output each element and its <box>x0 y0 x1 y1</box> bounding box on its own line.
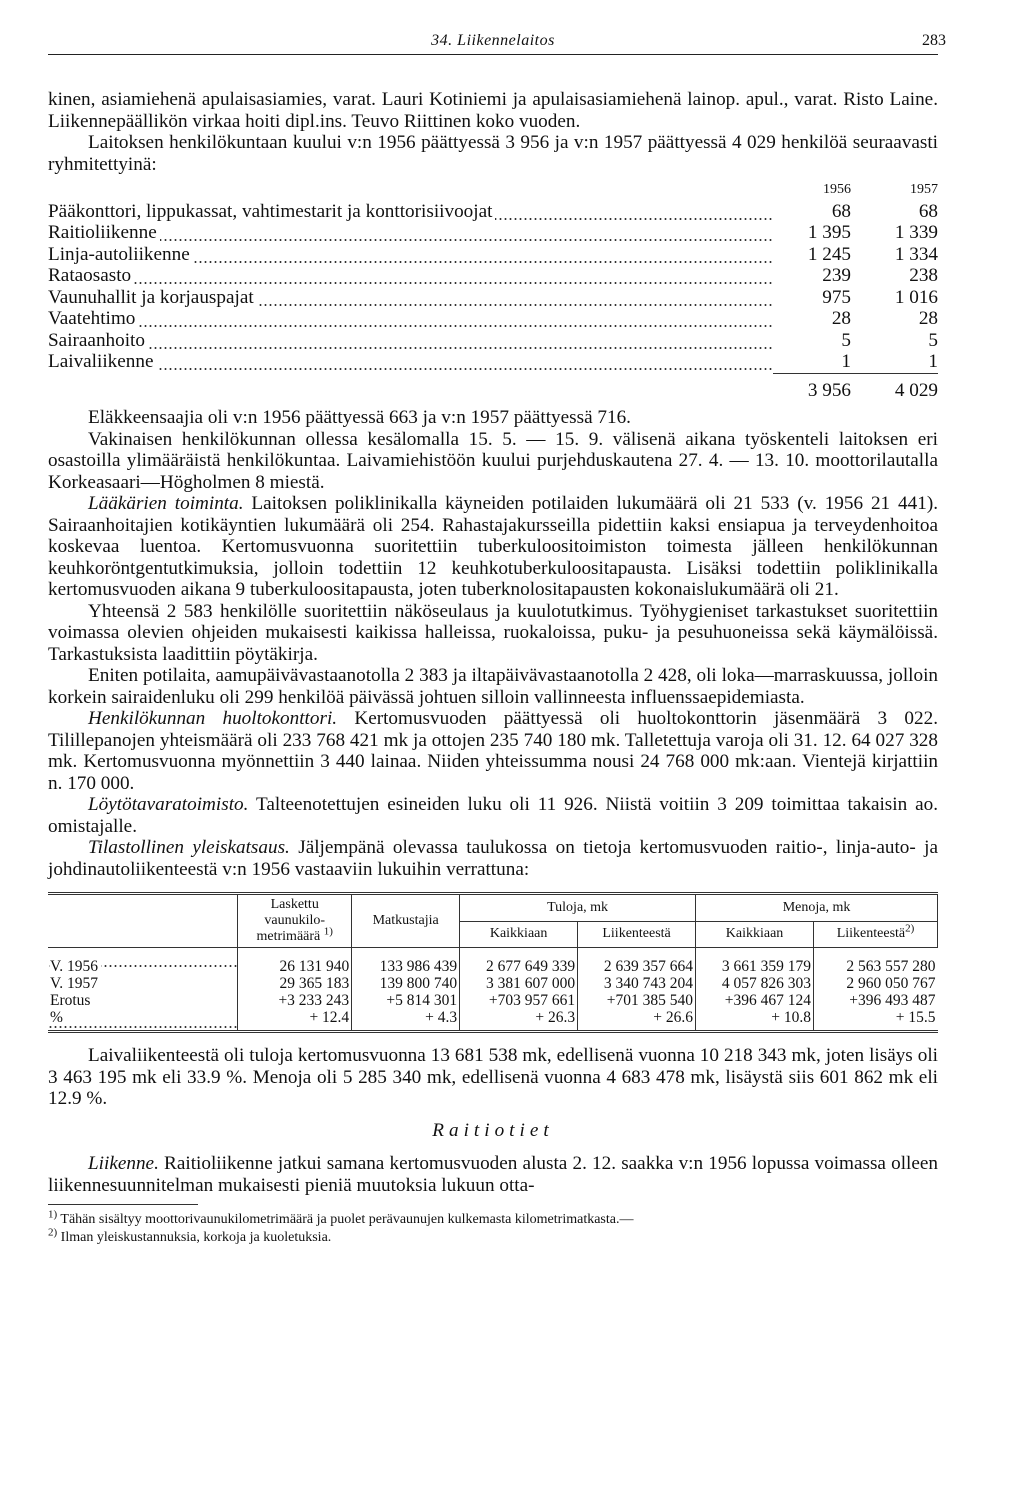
staff-row <box>48 201 938 223</box>
lost-property-heading: Löytötavaratoimisto. <box>88 794 249 815</box>
patients-paragraph: Eniten potilaita, aamupäivävastaanotolla 2 383 ja iltapäivävastaanotolla 2 428, oli loka—marraskuussa, jolloin korkein sairaidenluku oli 299 henkilöä päivässä johtuen silloin vallinneesta influenssaepidemiasta. <box>48 665 938 708</box>
table-row <box>48 992 938 1009</box>
vehicle-km-header-line1: Laskettu <box>270 897 319 912</box>
expenses-total-cell: 3 661 359 179 <box>696 948 814 976</box>
section-heading-tramways: Raitiotiet <box>432 1119 554 1141</box>
staff-value-1957: 68 <box>918 200 938 222</box>
staff-value-1956: 239 <box>822 265 851 286</box>
expenses-traffic-label: Liikenteestä <box>836 926 906 942</box>
expenses-traffic-header <box>814 921 938 947</box>
income-traffic-cell: 3 340 743 204 <box>578 975 696 992</box>
row-label-header <box>48 894 238 948</box>
staff-row <box>48 265 938 287</box>
table-row <box>48 948 938 976</box>
traffic-statistics-table <box>48 892 938 1033</box>
medical-heading: Lääkärien toiminta. <box>88 493 244 514</box>
staff-value-1956: 28 <box>831 308 851 329</box>
traffic-paragraph <box>48 1153 938 1196</box>
intro-paragraph-2: Laitoksen henkilökuntaan kuului v:n 1956 päättyessä 3 956 ja v:n 1957 päättyessä 4 029 henkilöä seuraavasti ryhmitettyinä: <box>48 132 938 175</box>
footnote-ref-1: 1) <box>323 925 333 938</box>
staff-row-label: Rataosasto <box>48 265 134 287</box>
footnote-2-text: Ilman yleiskustannuksia, korkoja ja kuoletuksia. <box>57 1230 332 1245</box>
footnote-2-mark: 2) <box>48 1226 58 1239</box>
staff-row-label: Laivaliikenne <box>48 351 157 373</box>
passengers-cell: + 4.3 <box>352 1009 460 1032</box>
staff-value-1957: 1 339 <box>894 222 938 243</box>
staff-table <box>48 179 938 401</box>
expenses-total-cell: 4 057 826 303 <box>696 975 814 992</box>
footnote-ref-2: 2) <box>905 922 915 935</box>
staff-value-1956: 1 395 <box>807 222 851 243</box>
income-traffic-cell: + 26.6 <box>578 1009 696 1032</box>
income-total-cell: 3 381 607 000 <box>460 975 578 992</box>
vehicle-km-cell: + 12.4 <box>238 1009 352 1032</box>
vehicle-km-cell: 26 131 940 <box>238 948 352 976</box>
passengers-header: Matkustajia <box>352 894 460 948</box>
welfare-paragraph <box>48 708 938 794</box>
staff-row-label: Vaunuhallit ja korjauspajat <box>48 287 257 309</box>
footnote-1 <box>48 1208 938 1229</box>
staff-row <box>48 351 938 373</box>
staff-row <box>48 222 938 244</box>
row-label: % <box>50 1009 66 1026</box>
row-label: V. 1956 <box>50 958 101 975</box>
staff-value-1956: 975 <box>822 286 851 308</box>
staff-value-1956: 1 245 <box>807 243 851 265</box>
passengers-cell: 133 986 439 <box>352 948 460 976</box>
row-label: Erotus <box>50 992 93 1009</box>
staff-value-1957: 5 <box>928 329 938 351</box>
vision-paragraph: Yhteensä 2 583 henkilölle suoritettiin näköseulaus ja kuulotutkimus. Työhygieniset tarkastukset suoritettiin voimassa olevien ohjeiden mukaisesti kaikissa halleissa, ruokaloissa, puku- ja pesuhuoneissa sekä käymälöissä. Tarkastuksista laadittiin pöytäkirja. <box>48 600 938 665</box>
staff-value-1956: 5 <box>841 329 851 351</box>
welfare-text: Kertomusvuoden päättyessä oli huoltokonttorin jäsenmäärä 3 022. Tilillepanojen yhteismäärä oli 233 768 421 mk ja ottojen 235 740 180 mk. Talletettuja varoja oli 31. 12. 64 027 328 mk. Kertomusvuonna myönnettiin 3 440 lainaa. Niiden yhteissumma nousi 24 768 000 mk:aan. Vientejä kirjattiin n. 170 000. <box>48 708 938 794</box>
vacation-paragraph: Vakinaisen henkilökunnan ollessa kesälomalla 15. 5. — 15. 9. välisenä aikana työskenteli laitoksen eri osastoilla ylimääräistä henkilökuntaa. Laivamiehistöön kuului purjehduskautena 27. 4. — 13. 10. moottorilautalla Korkeasaari—Högholmen 8 miestä. <box>48 428 938 493</box>
welfare-heading: Henkilökunnan huoltokonttori. <box>88 708 338 729</box>
row-label: V. 1957 <box>50 975 101 992</box>
footnote-2 <box>48 1226 938 1247</box>
pension-paragraph: Eläkkeensaajia oli v:n 1956 päättyessä 663 ja v:n 1957 päättyessä 716. <box>88 407 631 428</box>
passengers-cell: 139 800 740 <box>352 975 460 992</box>
staff-value-1956: 1 <box>841 351 851 372</box>
table-row <box>48 1009 938 1032</box>
shipping-paragraph: Laivaliikenteestä oli tuloja kertomusvuonna 13 681 538 mk, edellisenä vuonna 10 218 343 mk, joten lisäys oli 3 463 195 mk eli 33.9 %. Menoja oli 5 285 340 mk, edellisenä vuonna 4 683 478 mk, lisäystä siis 601 862 mk eli 12.9 %. <box>48 1045 938 1109</box>
staff-table-header <box>48 179 938 201</box>
staff-row-label: Pääkonttori, lippukassat, vahtimestarit ja konttorisiivoojat <box>48 201 495 223</box>
staff-row <box>48 244 938 266</box>
footnote-1-mark: 1) <box>48 1208 58 1221</box>
staff-row-label: Sairaanhoito <box>48 330 148 352</box>
footnote-1-text: Tähän sisältyy moottorivaunukilometrimäärä ja puolet perävaunujen kulkemasta kilometrimatkasta.— <box>57 1212 634 1227</box>
income-traffic-header: Liikenteestä <box>578 921 696 947</box>
traffic-heading: Liikenne. <box>88 1153 159 1174</box>
passengers-cell: +5 814 301 <box>352 992 460 1009</box>
statistics-heading: Tilastollinen yleiskatsaus. <box>88 837 290 858</box>
lower-text <box>48 1045 938 1196</box>
page-number: 283 <box>922 32 946 49</box>
vehicle-km-cell: +3 233 243 <box>238 992 352 1009</box>
staff-row <box>48 287 938 309</box>
staff-row <box>48 308 938 330</box>
income-total-cell: 2 677 649 339 <box>460 948 578 976</box>
staff-value-1957: 1 334 <box>894 243 938 265</box>
year-header-1956: 1956 <box>823 182 851 197</box>
vehicle-km-header-line3: metrimäärä <box>256 929 321 944</box>
document-page <box>48 28 946 1247</box>
expenses-traffic-cell: 2 960 050 767 <box>814 975 938 992</box>
income-header: Tuloja, mk <box>460 894 696 922</box>
table-row <box>48 975 938 992</box>
staff-value-1956: 68 <box>831 200 851 222</box>
expenses-header: Menoja, mk <box>696 894 938 922</box>
lost-property-text: Talteenotettujen esineiden luku oli 11 926. Niistä voitiin 3 209 toimittaa takaisin ao. omistajalle. <box>48 794 938 837</box>
income-traffic-cell: +701 385 540 <box>578 992 696 1009</box>
expenses-traffic-cell: +396 493 487 <box>814 992 938 1009</box>
expenses-traffic-cell: + 15.5 <box>814 1009 938 1032</box>
staff-row-label: Vaatehtimo <box>48 308 138 330</box>
page-header <box>48 28 946 55</box>
staff-total-row <box>48 373 938 401</box>
expenses-traffic-cell: 2 563 557 280 <box>814 948 938 976</box>
vehicle-km-header <box>238 894 352 948</box>
statistics-paragraph <box>48 837 938 880</box>
vehicle-km-header-line2: vaunukilo- <box>264 913 326 928</box>
staff-total-1957: 4 029 <box>851 373 938 401</box>
staff-value-1957: 1 016 <box>894 286 938 308</box>
staff-value-1957: 1 <box>928 351 938 372</box>
medical-paragraph <box>48 493 938 601</box>
staff-value-1957: 238 <box>909 265 938 286</box>
statistics-text: Jäljempänä olevassa taulukossa on tietoja kertomusvuoden raitio-, linja-auto- ja johdinautoliikenteestä v:n 1956 vastaaviin lukuihin verrattuna: <box>48 837 938 880</box>
staff-row-label: Linja-autoliikenne <box>48 244 193 266</box>
staff-row-label: Raitioliikenne <box>48 222 160 244</box>
year-header-1957: 1957 <box>910 182 938 197</box>
footnotes <box>48 1204 634 1247</box>
income-total-header: Kaikkiaan <box>460 921 578 947</box>
staff-value-1957: 28 <box>918 308 938 329</box>
expenses-total-cell: +396 467 124 <box>696 992 814 1009</box>
intro-paragraph-1: kinen, asiamiehenä apulaisasiamies, varat. Lauri Kotiniemi ja apulaisasiamiehenä lainop. apul., varat. Risto Laine. Liikennepäällikön virkaa hoiti dipl.ins. Teuvo Riittinen koko vuoden. <box>48 89 938 132</box>
lost-property-paragraph <box>48 794 938 837</box>
expenses-total-cell: + 10.8 <box>696 1009 814 1032</box>
income-total-cell: +703 957 661 <box>460 992 578 1009</box>
income-total-cell: + 26.3 <box>460 1009 578 1032</box>
body-text <box>48 89 938 880</box>
income-traffic-cell: 2 639 357 664 <box>578 948 696 976</box>
vehicle-km-cell: 29 365 183 <box>238 975 352 992</box>
expenses-total-header: Kaikkiaan <box>696 921 814 947</box>
traffic-text: Raitioliikenne jatkui samana kertomusvuoden alusta 2. 12. saakka v:n 1956 lopussa voimassa olleen liikennesuunnitelman mukaisesti pieniä muutoksia lukuun otta- <box>48 1153 938 1196</box>
staff-row <box>48 330 938 352</box>
medical-text: Laitoksen poliklinikalla käyneiden potilaiden lukumäärä oli 21 533 (v. 1956 21 441). Sairaanhoitajien kotikäyntien lukumäärä oli 254. Rahastajakursseilla pidettiin kaksi ensiapua ja terveydenhoitoa koskevaa luentoa. Kertomusvuonna suoritettiin tuberkuloositoimiston toimesta jälleen henkilökunnan keuhkoröntgentutkimuksia, jolloin todettiin 12 keuhkotuberkuloositapausta. Lisäksi todettiin poliklinikalla kertomusvuoden aikana 9 tuberkuloositapausta, joten tuberknolositapausten kokonaislukumäärä oli 21. <box>48 493 938 600</box>
running-title: 34. Liikennelaitos <box>431 32 555 49</box>
staff-total-1956: 3 956 <box>773 373 851 401</box>
